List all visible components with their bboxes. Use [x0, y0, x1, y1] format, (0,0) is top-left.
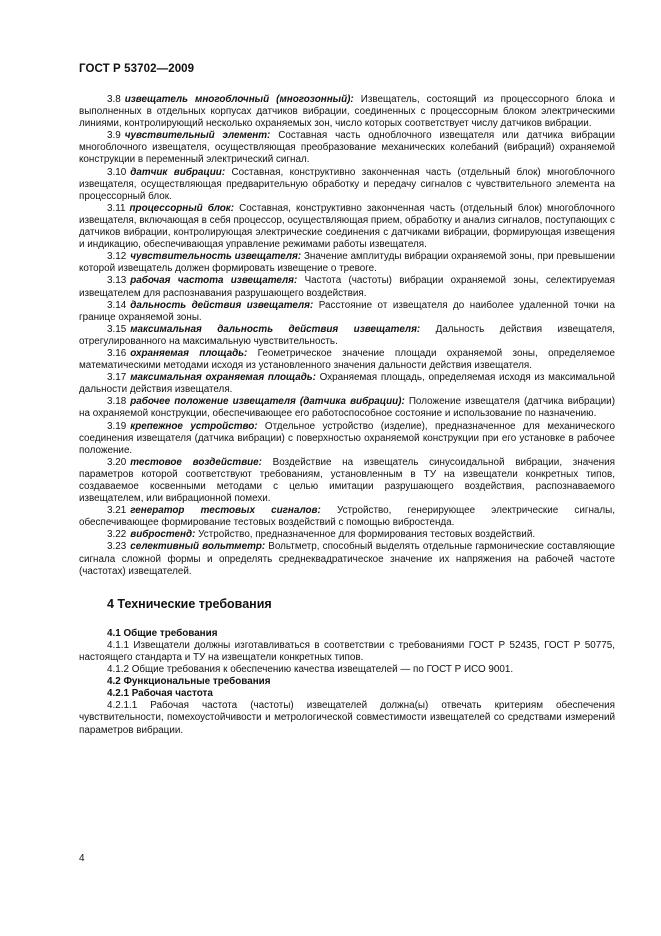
- defined-term: извещатель многоблочный (многозонный):: [124, 94, 354, 105]
- definition-text: Охраняемая площадь, определяемая исходя из максимальной дальности действия извещателя.: [79, 372, 615, 396]
- clause-number: 3.8: [107, 94, 121, 105]
- defined-term: рабочее положение извещателя (датчика вибрации):: [130, 396, 405, 408]
- definition-paragraph: [79, 529, 615, 541]
- paragraph: 4.1.1 Извещатели должны изготавливаться в соответствии с требованиями ГОСТ Р 52435, ГОСТ Р 50775, настоящего стандарта и ТУ на извещатели конкретных типов.: [79, 639, 615, 663]
- document-body: [79, 94, 615, 737]
- paragraph: 4.1.2 Общие требования к обеспечению качества извещателей — по ГОСТ Р ИСО 9001.: [107, 664, 514, 676]
- definition-paragraph: [79, 541, 615, 577]
- subsection-title: 4.2 Функциональные требования: [107, 676, 271, 688]
- definition-text: Составная, конструктивно законченная часть (отдельный блок) многоблочного извещателя, включающая в себя процессор, осуществляющая прием, обработку и анализ сигналов, поступающих с датчиков вибрации, контролирующая электрические соединения с датчиками вибрации, формирующая извещения и индикацию, обеспечивающая управление режимами работы извещателя.: [79, 202, 615, 251]
- definition-paragraph: [79, 251, 615, 275]
- definition-text: Устройство, генерирующее электрические сигналы, обеспечивающее формирование тестовых воздействий с помощью вибростенда.: [79, 505, 615, 529]
- definition-text: Устройство, предназначенное для формирования тестовых воздействий.: [195, 529, 536, 541]
- defined-term: процессорный блок:: [129, 202, 235, 214]
- section-title: 4 Технические требования: [107, 596, 272, 611]
- definition-text: Составная, конструктивно законченная часть (отдельный блок) многоблочного извещателя, осуществляющая предварительную обработку и передачу сигналов с чувствительного элемента на процессорный блок.: [79, 166, 616, 202]
- document-header: ГОСТ Р 53702—2009: [79, 63, 195, 75]
- clause-number: 3.13: [107, 275, 127, 287]
- definition-text: Положение извещателя (датчика вибрации) на охраняемой конструкции, обеспечивающее его работоспособное состояние и использование по назначению.: [79, 396, 615, 420]
- defined-term: дальность действия извещателя:: [130, 299, 314, 311]
- defined-term: тестовое воздействие:: [130, 456, 262, 468]
- definition-text: Частота (частоты) вибрации охраняемой зоны, селектируемая извещателем для распознавания разрушающего воздействия.: [79, 275, 615, 299]
- definition-text: Извещатель, состоящий из процессорного блока и выполненных в отдельных корпусах датчиков вибрации, соединенных с процессорным блоком электрическими линиями, контролирующий несколько охраняемых зон, число которых соответствует числу датчиков вибрации.: [79, 94, 615, 130]
- defined-term: чувствительность извещателя:: [130, 251, 302, 263]
- definition-text: Воздействие на извещатель синусоидальной вибрации, значения параметров которой соответствуют требованиям, установленным в ТУ на извещатели конкретных типов, создаваемое косвенными методами с целью имитации разрушающего воздействия, распознаваемого извещателем, или вибрационной помехи.: [79, 456, 615, 505]
- defined-term: генератор тестовых сигналов:: [130, 505, 321, 517]
- definition-paragraph: [79, 324, 615, 348]
- clause-number: 3.20: [107, 456, 127, 468]
- definition-paragraph: [79, 396, 615, 420]
- clause-number: 3.15: [107, 323, 127, 335]
- definition-paragraph: [79, 457, 615, 505]
- defined-term: охраняемая площадь:: [130, 347, 248, 359]
- clause-number: 3.21: [107, 505, 127, 517]
- defined-term: чувствительный элемент:: [124, 130, 271, 142]
- definition-paragraph: [79, 421, 615, 457]
- definition-paragraph: [79, 372, 615, 396]
- definition-text: Геометрическое значение площади охраняемой зоны, определяемое математическими методами исходя из установленного значения дальности действия извещателя.: [79, 347, 615, 372]
- definition-text: Отдельное устройство (изделие), предназначенное для механического соединения извещателя (датчика вибрации) с поверхностью охраняемой конструкции при его установке в рабочее положение.: [79, 420, 615, 456]
- definition-text: Дальность действия извещателя, отрегулированного на максимальную чувствительность.: [79, 323, 615, 347]
- clause-number: 3.14: [107, 299, 127, 311]
- definition-paragraph: [79, 167, 615, 203]
- defined-term: максимальная охраняемая площадь:: [130, 372, 316, 384]
- defined-term: вибростенд:: [130, 529, 196, 541]
- page-number: 4: [79, 853, 85, 864]
- subsection-title: 4.1 Общие требования: [107, 627, 218, 639]
- defined-term: крепежное устройство:: [130, 420, 258, 432]
- clause-number: 3.12: [107, 251, 127, 263]
- defined-term: датчик вибрации:: [130, 166, 226, 178]
- clause-number: 3.19: [107, 420, 127, 432]
- clause-number: 3.17: [107, 372, 127, 384]
- definitions-list: [79, 94, 615, 578]
- subsection-title: 4.2.1 Рабочая частота: [107, 688, 213, 700]
- paragraph: 4.2.1.1 Рабочая частота (частоты) извещателей должна(ы) отвечать критериям обеспечения чувствительности, помехоустойчивости и метрологической совместимости извещателей со средствами измерений параметров вибрации.: [79, 700, 615, 736]
- clause-number: 3.16: [107, 347, 127, 359]
- definition-text: Составная часть одноблочного извещателя или датчика вибрации многоблочного извещателя, осуществляющая преобразование механических колебаний (вибраций) охраняемой конструкции в переменный электрический сигнал.: [79, 130, 615, 166]
- definition-paragraph: [79, 94, 615, 130]
- defined-term: максимальная дальность действия извещателя:: [130, 323, 421, 335]
- definition-paragraph: [79, 348, 615, 372]
- definition-paragraph: [79, 203, 615, 251]
- definition-text: Значение амплитуды вибрации охраняемой зоны, при превышении которой извещатель должен формировать извещение о тревоге.: [79, 251, 615, 275]
- definition-paragraph: [79, 300, 615, 324]
- clause-number: 3.10: [107, 166, 127, 178]
- clause-number: 3.9: [107, 130, 121, 142]
- defined-term: селективный вольтметр:: [130, 541, 266, 553]
- definition-text: Вольтметр, способный выделять отдельные гармонические составляющие сигнала сложной формы и определять среднеквадратическое значение их напряжения на рабочей частоте (частотах) извещателей.: [79, 541, 616, 577]
- defined-term: рабочая частота извещателя:: [130, 275, 298, 287]
- clause-number: 3.22: [107, 529, 127, 541]
- clause-number: 3.23: [107, 541, 127, 553]
- clause-number: 3.18: [107, 396, 127, 408]
- definition-paragraph: [79, 505, 615, 529]
- definition-paragraph: [79, 275, 615, 299]
- clause-number: 3.11: [107, 202, 126, 214]
- definition-paragraph: [79, 130, 615, 166]
- definition-text: Расстояние от извещателя до наиболее удаленной точки на границе охраняемой зоны.: [79, 299, 615, 323]
